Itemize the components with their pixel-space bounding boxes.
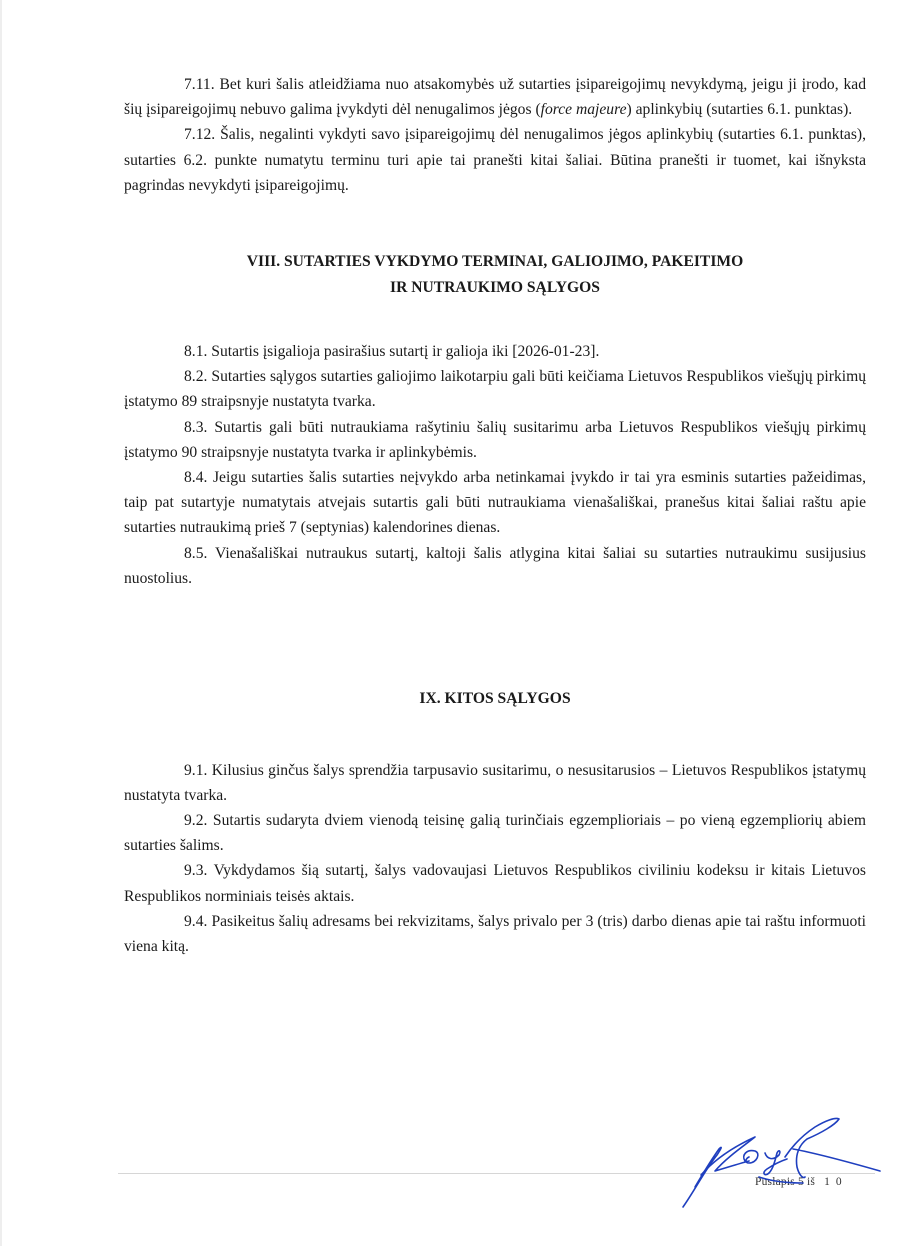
heading-line-2: IR NUTRAUKIMO SĄLYGOS xyxy=(390,278,600,296)
paragraph-8-3 xyxy=(124,415,866,465)
paragraph-number: 9.3. xyxy=(184,862,208,880)
paragraph-number: 9.1. xyxy=(184,761,208,779)
page-label: Puslapis xyxy=(755,1176,795,1188)
paragraph-text: Šalis, negalinti vykdyti savo įsipareigojimų dėl nenugalimos jėgos aplinkybių (sutarties 6.1. punktas), sutarties 6.2. punkte numatytu terminu turi apie tai pranešti kitai šaliai. Būtina pranešti ir tuomet, kai išnyksta pagrindas nevykdyti įsipareigojimų. xyxy=(124,126,866,194)
paragraph-9-2 xyxy=(124,808,866,858)
paragraph-text: Bet kuri šalis atleidžiama nuo atsakomybės už sutarties įsipareigojimų nevykdymą, jeigu ji įrodo, kad šių įsipareigojimų nebuvo galima įvykdyti dėl nenugalimos jėgos ( xyxy=(124,76,867,119)
paragraph-number: 7.12. xyxy=(184,126,216,144)
scan-left-edge xyxy=(0,0,2,1246)
paragraph-text: Sutartis sudaryta dviem vienodą teisinę galią turinčiais egzemplioriais – po vieną egzempliorių abiem sutarties šalims. xyxy=(124,811,866,855)
paragraph-text: Vienašališkai nutraukus sutartį, kaltoji šalis atlygina kitai šaliai su sutarties nutraukimu susijusius nuostolius. xyxy=(124,544,866,587)
paragraph-8-2 xyxy=(124,364,866,414)
paragraph-number: 8.2. xyxy=(184,368,208,386)
section-heading-8 xyxy=(124,249,866,300)
paragraph-text: Kilusius ginčus šalys sprendžia tarpusavio susitarimu, o nesusitarusios – Lietuvos Respublikos įstatymų nustatyta tvarka. xyxy=(124,761,866,804)
paragraph-text: Sutartis gali būti nutraukiama rašytiniu šalių susitarimu arba Lietuvos Respublikos viešųjų pirkimų įstatymo 90 straipsnyje nustatyta tvarka ir aplinkybėmis. xyxy=(124,418,866,461)
italic-term: force majeure xyxy=(540,101,627,119)
section-heading-9 xyxy=(124,686,866,712)
paragraph-number: 9.2. xyxy=(184,811,208,829)
heading-line-1: IX. KITOS SĄLYGOS xyxy=(419,690,571,708)
paragraph-8-5 xyxy=(124,541,866,591)
paragraph-number: 9.4. xyxy=(184,912,208,930)
paragraph-text: Pasikeitus šalių adresams bei rekvizitams, šalys privalo per 3 (tris) darbo dienas apie tai raštu informuoti viena kitą. xyxy=(124,912,866,955)
total-pages: 10 xyxy=(824,1176,848,1188)
document-page xyxy=(124,72,866,959)
paragraph-7-12 xyxy=(124,122,866,198)
paragraph-9-1 xyxy=(124,758,866,808)
paragraph-text: Jeigu sutarties šalis sutarties neįvykdo arba netinkamai įvykdo ir tai yra esminis sutarties pažeidimas, taip pat sutartyje numatytais atvejais sutartis gali būti nutraukiama vienašališkai, pranešus kitai šaliai raštu apie sutarties nutraukimą prieš 7 (septynias) kalendorines dienas. xyxy=(124,469,866,537)
heading-line-1: VIII. SUTARTIES VYKDYMO TERMINAI, GALIOJIMO, PAKEITIMO xyxy=(246,253,744,271)
paragraph-9-3 xyxy=(124,858,866,908)
paragraph-text: Sutartis įsigalioja pasirašius sutartį ir galioja iki [2026-01-23]. xyxy=(211,343,600,361)
paragraph-number: 7.11. xyxy=(184,76,215,93)
current-page: 5 xyxy=(798,1176,804,1188)
paragraph-number: 8.5. xyxy=(184,544,208,562)
handwritten-signature-icon xyxy=(675,1115,890,1215)
paragraph-8-4 xyxy=(124,465,866,541)
page-separator: iš xyxy=(806,1176,816,1188)
paragraph-7-11 xyxy=(124,72,866,122)
paragraph-text: Vykdydamos šią sutartį, šalys vadovaujasi Lietuvos Respublikos civiliniu kodeksu ir kitais Lietuvos Respublikos norminiais teisės aktais. xyxy=(124,862,866,905)
paragraph-9-4 xyxy=(124,909,866,959)
paragraph-8-1 xyxy=(124,339,866,364)
paragraph-number: 8.1. xyxy=(184,343,208,361)
paragraph-text-end: ) aplinkybių (sutarties 6.1. punktas). xyxy=(626,101,853,119)
paragraph-number: 8.3. xyxy=(184,418,208,436)
paragraph-text: Sutarties sąlygos sutarties galiojimo laikotarpiu gali būti keičiama Lietuvos Respublikos viešųjų pirkimų įstatymo 89 straipsnyje nustatyta tvarka. xyxy=(124,368,866,411)
paragraph-number: 8.4. xyxy=(184,469,208,487)
